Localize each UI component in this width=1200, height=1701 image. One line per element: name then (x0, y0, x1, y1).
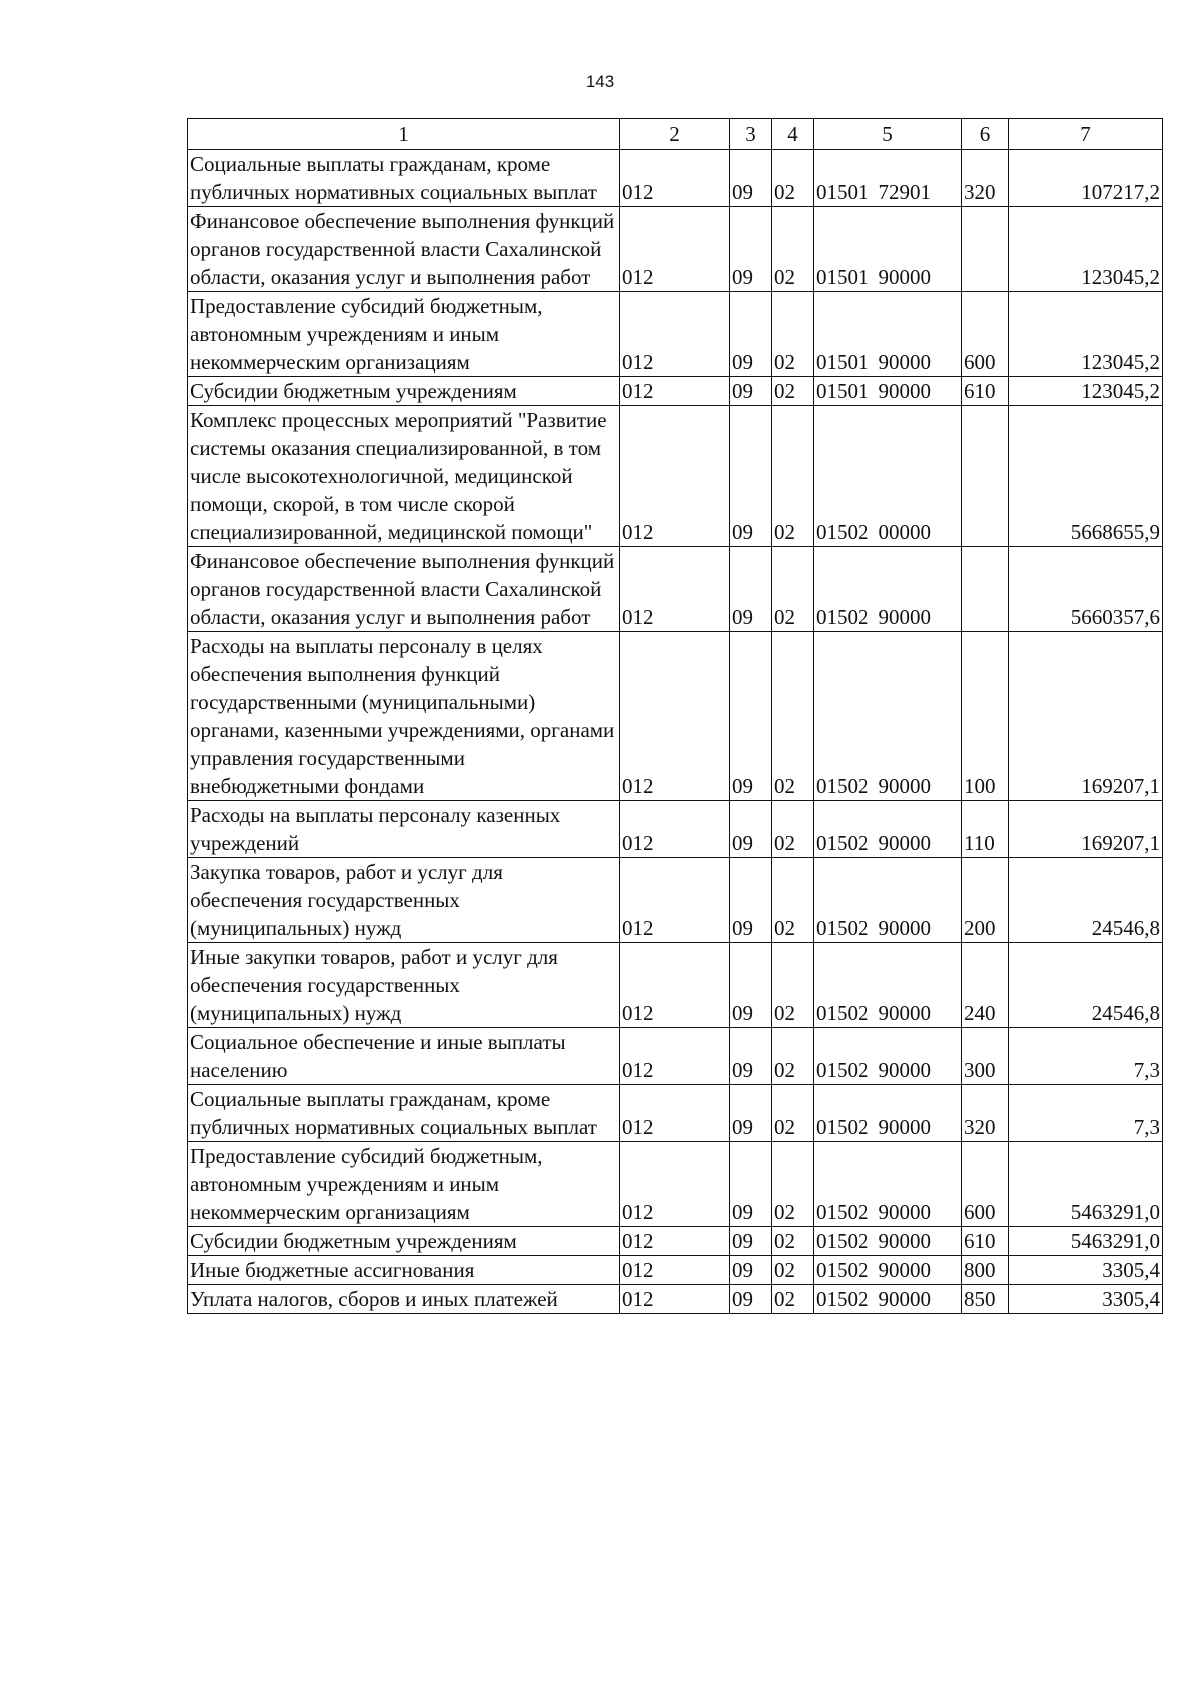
section-code-cell: 09 (730, 547, 772, 632)
table-row (188, 150, 1163, 207)
amount-cell: 7,3 (1009, 1028, 1163, 1085)
section-code-cell: 09 (730, 943, 772, 1028)
grbs-code-cell: 012 (620, 943, 730, 1028)
amount-cell: 5463291,0 (1009, 1227, 1163, 1256)
column-header: 2 (620, 119, 730, 150)
target-article-program: 01502 (816, 1200, 869, 1224)
grbs-code-cell: 012 (620, 1085, 730, 1142)
table-row (188, 943, 1163, 1028)
column-header: 1 (188, 119, 620, 150)
table-row (188, 1256, 1163, 1285)
target-article-direction: 90000 (878, 265, 931, 289)
expense-type-cell: 850 (962, 1285, 1009, 1314)
section-code-cell: 09 (730, 1285, 772, 1314)
subsection-code-cell: 02 (772, 1256, 814, 1285)
section-code-cell: 09 (730, 150, 772, 207)
expense-type-cell: 320 (962, 1085, 1009, 1142)
grbs-code-cell: 012 (620, 1256, 730, 1285)
target-article-cell (814, 150, 962, 207)
subsection-code-cell: 02 (772, 207, 814, 292)
subsection-code-cell: 02 (772, 1142, 814, 1227)
target-article-cell (814, 1285, 962, 1314)
target-article-program: 01501 (816, 180, 869, 204)
target-article-direction: 00000 (878, 520, 931, 544)
table-row (188, 292, 1163, 377)
expense-name-cell: Социальное обеспечение и иные выплаты населению (188, 1028, 620, 1085)
table-row (188, 801, 1163, 858)
table-header-row (188, 119, 1163, 150)
section-code-cell: 09 (730, 858, 772, 943)
page-number: 143 (585, 72, 615, 91)
section-code-cell: 09 (730, 1256, 772, 1285)
amount-cell: 7,3 (1009, 1085, 1163, 1142)
expense-name-cell: Субсидии бюджетным учреждениям (188, 377, 620, 406)
subsection-code-cell: 02 (772, 292, 814, 377)
grbs-code-cell: 012 (620, 1142, 730, 1227)
table-row (188, 1142, 1163, 1227)
column-header: 5 (814, 119, 962, 150)
section-code-cell: 09 (730, 801, 772, 858)
subsection-code-cell: 02 (772, 858, 814, 943)
subsection-code-cell: 02 (772, 1028, 814, 1085)
expense-type-cell: 200 (962, 858, 1009, 943)
target-article-program: 01502 (816, 520, 869, 544)
expense-name-cell: Комплекс процессных мероприятий "Развитие системы оказания специализированной, в том числе высокотехнологичной, медицинской помощи, скорой, в том числе скорой специализированной, медицинской помощи" (188, 406, 620, 547)
expense-name-cell: Уплата налогов, сборов и иных платежей (188, 1285, 620, 1314)
target-article-direction: 90000 (878, 774, 931, 798)
subsection-code-cell: 02 (772, 406, 814, 547)
expense-type-cell: 600 (962, 292, 1009, 377)
amount-cell: 5668655,9 (1009, 406, 1163, 547)
table-row (188, 1227, 1163, 1256)
expense-name-cell: Иные бюджетные ассигнования (188, 1256, 620, 1285)
table-row (188, 1028, 1163, 1085)
amount-cell: 5463291,0 (1009, 1142, 1163, 1227)
amount-cell: 3305,4 (1009, 1256, 1163, 1285)
amount-cell: 24546,8 (1009, 858, 1163, 943)
subsection-code-cell: 02 (772, 547, 814, 632)
expense-name-cell: Предоставление субсидий бюджетным, автономным учреждениям и иным некоммерческим организациям (188, 1142, 620, 1227)
expense-type-cell: 800 (962, 1256, 1009, 1285)
table-row (188, 547, 1163, 632)
target-article-cell (814, 943, 962, 1028)
column-header: 7 (1009, 119, 1163, 150)
target-article-direction: 90000 (878, 1258, 931, 1282)
expense-type-cell: 320 (962, 150, 1009, 207)
column-header: 3 (730, 119, 772, 150)
expense-type-cell: 610 (962, 377, 1009, 406)
target-article-program: 01502 (816, 831, 869, 855)
target-article-cell (814, 292, 962, 377)
target-article-program: 01502 (816, 774, 869, 798)
amount-cell: 5660357,6 (1009, 547, 1163, 632)
subsection-code-cell: 02 (772, 377, 814, 406)
budget-table (187, 118, 1163, 1314)
expense-name-cell: Иные закупки товаров, работ и услуг для обеспечения государственных (муниципальных) нужд (188, 943, 620, 1028)
expense-type-cell: 110 (962, 801, 1009, 858)
expense-name-cell: Финансовое обеспечение выполнения функций органов государственной власти Сахалинской области, оказания услуг и выполнения работ (188, 207, 620, 292)
target-article-program: 01502 (816, 916, 869, 940)
table-row (188, 377, 1163, 406)
amount-cell: 24546,8 (1009, 943, 1163, 1028)
grbs-code-cell: 012 (620, 207, 730, 292)
target-article-direction: 90000 (878, 350, 931, 374)
target-article-program: 01502 (816, 1258, 869, 1282)
grbs-code-cell: 012 (620, 1028, 730, 1085)
table-row (188, 406, 1163, 547)
section-code-cell: 09 (730, 632, 772, 801)
target-article-cell (814, 1028, 962, 1085)
amount-cell: 169207,1 (1009, 801, 1163, 858)
expense-type-cell (962, 207, 1009, 292)
target-article-cell (814, 858, 962, 943)
expense-type-cell: 300 (962, 1028, 1009, 1085)
table-row (188, 858, 1163, 943)
target-article-program: 01502 (816, 605, 869, 629)
section-code-cell: 09 (730, 207, 772, 292)
section-code-cell: 09 (730, 406, 772, 547)
target-article-cell (814, 207, 962, 292)
grbs-code-cell: 012 (620, 292, 730, 377)
subsection-code-cell: 02 (772, 632, 814, 801)
grbs-code-cell: 012 (620, 801, 730, 858)
grbs-code-cell: 012 (620, 150, 730, 207)
expense-name-cell: Расходы на выплаты персоналу в целях обеспечения выполнения функций государственными (муниципальными) органами, казенными учреждениями, органами управления государственными внебюджетными фондами (188, 632, 620, 801)
target-article-direction: 90000 (878, 379, 931, 403)
section-code-cell: 09 (730, 1227, 772, 1256)
target-article-cell (814, 547, 962, 632)
table-row (188, 1285, 1163, 1314)
target-article-cell (814, 801, 962, 858)
target-article-program: 01501 (816, 265, 869, 289)
target-article-cell (814, 1142, 962, 1227)
target-article-direction: 90000 (878, 1115, 931, 1139)
target-article-program: 01502 (816, 1058, 869, 1082)
expense-name-cell: Субсидии бюджетным учреждениям (188, 1227, 620, 1256)
target-article-direction: 90000 (878, 916, 931, 940)
target-article-cell (814, 1227, 962, 1256)
target-article-program: 01501 (816, 350, 869, 374)
target-article-program: 01502 (816, 1001, 869, 1025)
section-code-cell: 09 (730, 377, 772, 406)
table-row (188, 207, 1163, 292)
target-article-direction: 90000 (878, 1058, 931, 1082)
target-article-direction: 90000 (878, 831, 931, 855)
expense-name-cell: Финансовое обеспечение выполнения функций органов государственной власти Сахалинской области, оказания услуг и выполнения работ (188, 547, 620, 632)
expense-name-cell: Предоставление субсидий бюджетным, автономным учреждениям и иным некоммерческим организациям (188, 292, 620, 377)
target-article-direction: 90000 (878, 1200, 931, 1224)
target-article-direction: 72901 (878, 180, 931, 204)
subsection-code-cell: 02 (772, 801, 814, 858)
target-article-program: 01502 (816, 1287, 869, 1311)
expense-name-cell: Социальные выплаты гражданам, кроме публичных нормативных социальных выплат (188, 150, 620, 207)
target-article-direction: 90000 (878, 1001, 931, 1025)
grbs-code-cell: 012 (620, 547, 730, 632)
grbs-code-cell: 012 (620, 406, 730, 547)
subsection-code-cell: 02 (772, 1227, 814, 1256)
amount-cell: 123045,2 (1009, 207, 1163, 292)
expense-type-cell (962, 406, 1009, 547)
subsection-code-cell: 02 (772, 1285, 814, 1314)
expense-type-cell: 610 (962, 1227, 1009, 1256)
section-code-cell: 09 (730, 1085, 772, 1142)
grbs-code-cell: 012 (620, 1285, 730, 1314)
amount-cell: 123045,2 (1009, 377, 1163, 406)
target-article-cell (814, 377, 962, 406)
grbs-code-cell: 012 (620, 1227, 730, 1256)
target-article-program: 01502 (816, 1115, 869, 1139)
subsection-code-cell: 02 (772, 1085, 814, 1142)
section-code-cell: 09 (730, 1028, 772, 1085)
expense-name-cell: Расходы на выплаты персоналу казенных учреждений (188, 801, 620, 858)
expense-type-cell: 100 (962, 632, 1009, 801)
grbs-code-cell: 012 (620, 632, 730, 801)
target-article-program: 01501 (816, 379, 869, 403)
amount-cell: 169207,1 (1009, 632, 1163, 801)
grbs-code-cell: 012 (620, 377, 730, 406)
column-header: 6 (962, 119, 1009, 150)
expense-type-cell (962, 547, 1009, 632)
table-row (188, 632, 1163, 801)
subsection-code-cell: 02 (772, 943, 814, 1028)
subsection-code-cell: 02 (772, 150, 814, 207)
expense-name-cell: Социальные выплаты гражданам, кроме публичных нормативных социальных выплат (188, 1085, 620, 1142)
target-article-cell (814, 632, 962, 801)
target-article-direction: 90000 (878, 1229, 931, 1253)
grbs-code-cell: 012 (620, 858, 730, 943)
amount-cell: 123045,2 (1009, 292, 1163, 377)
amount-cell: 3305,4 (1009, 1285, 1163, 1314)
expense-type-cell: 600 (962, 1142, 1009, 1227)
target-article-direction: 90000 (878, 1287, 931, 1311)
section-code-cell: 09 (730, 1142, 772, 1227)
target-article-cell (814, 1256, 962, 1285)
column-header: 4 (772, 119, 814, 150)
section-code-cell: 09 (730, 292, 772, 377)
amount-cell: 107217,2 (1009, 150, 1163, 207)
expense-name-cell: Закупка товаров, работ и услуг для обеспечения государственных (муниципальных) нужд (188, 858, 620, 943)
expense-type-cell: 240 (962, 943, 1009, 1028)
target-article-cell (814, 1085, 962, 1142)
target-article-cell (814, 406, 962, 547)
table-row (188, 1085, 1163, 1142)
target-article-program: 01502 (816, 1229, 869, 1253)
target-article-direction: 90000 (878, 605, 931, 629)
